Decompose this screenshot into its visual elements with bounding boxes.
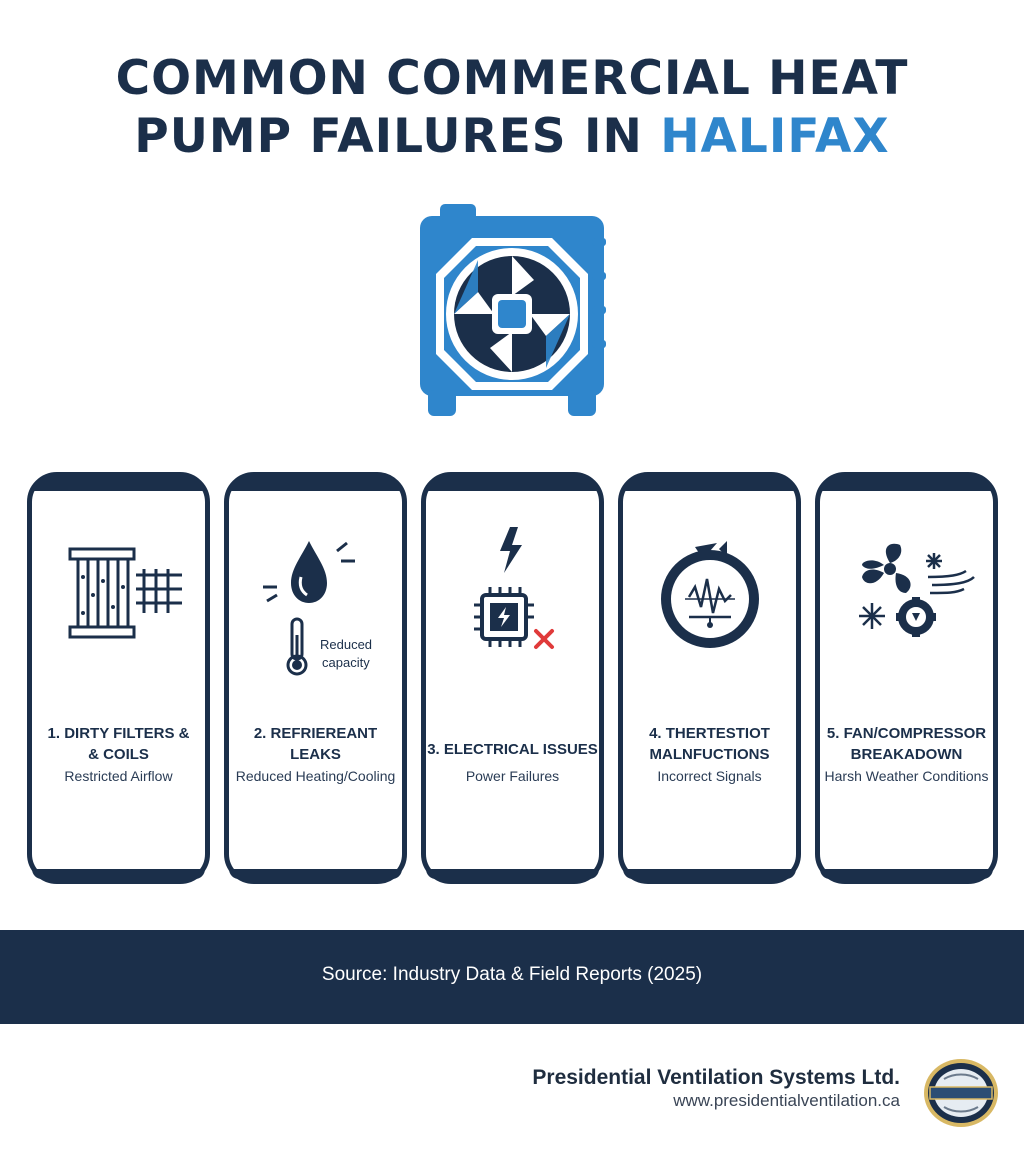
failure-card-dirty-filters (27, 472, 210, 884)
card-title (229, 723, 402, 765)
source-band (0, 930, 1024, 1024)
card-title: 3. ELECTRICAL ISSUES (427, 741, 598, 758)
title-line-1: COMMON COMMERCIAL HEAT (115, 51, 909, 106)
title-accent-city: HALIFAX (660, 109, 890, 164)
card-title (32, 723, 205, 765)
company-website[interactable]: www.presidentialventilation.ca (673, 1091, 900, 1110)
source-citation: Source: Industry Data & Field Reports (2025) (321, 964, 703, 985)
thermostat-signal-icon (623, 517, 796, 687)
failure-card-refrigerant-leaks (224, 472, 407, 884)
failure-card-thermostat (618, 472, 801, 884)
icon-caption-line-1: Reduced (320, 637, 373, 652)
card-title-line-1: 4. THERTESTIOT (649, 725, 770, 742)
page-title (0, 50, 1024, 166)
company-name: Presidential Ventilation Systems Ltd. (532, 1066, 900, 1089)
card-subtitle: Harsh Weather Conditions (824, 768, 989, 784)
icon-caption-line-2: capacity (322, 655, 370, 670)
card-title (623, 723, 796, 765)
card-title-line-1: 5. FAN/COMPRESSOR (826, 725, 987, 742)
filter-coil-icon (32, 517, 205, 687)
title-line-2-prefix: PUMP FAILURES IN (134, 109, 661, 164)
failure-card-fan-compressor (815, 472, 998, 884)
card-subtitle: Restricted Airflow (64, 768, 173, 784)
card-title-line-2: LEAKS (290, 746, 341, 763)
card-title (820, 723, 993, 765)
card-subtitle: Reduced Heating/Cooling (235, 768, 396, 784)
card-title-line-2: BREAKADOWN (850, 746, 963, 763)
refrigerant-drop-icon (229, 517, 402, 687)
card-title-line-1: 1. DIRTY FILTERS & (47, 725, 190, 742)
card-title-line-2: & COILS (88, 746, 149, 763)
heat-pump-fan-icon (416, 200, 608, 422)
card-title-line-1: 2. REFRIEREANT (253, 725, 378, 742)
card-subtitle: Incorrect Signals (657, 768, 762, 784)
electrical-chip-icon (426, 517, 599, 687)
card-title-line-2: MALNFUCTIONS (649, 746, 770, 763)
card-subtitle: Power Failures (465, 768, 560, 784)
company-seal-logo (922, 1057, 1000, 1129)
failure-card-electrical-issues (421, 472, 604, 884)
fan-compressor-icon (820, 517, 993, 687)
